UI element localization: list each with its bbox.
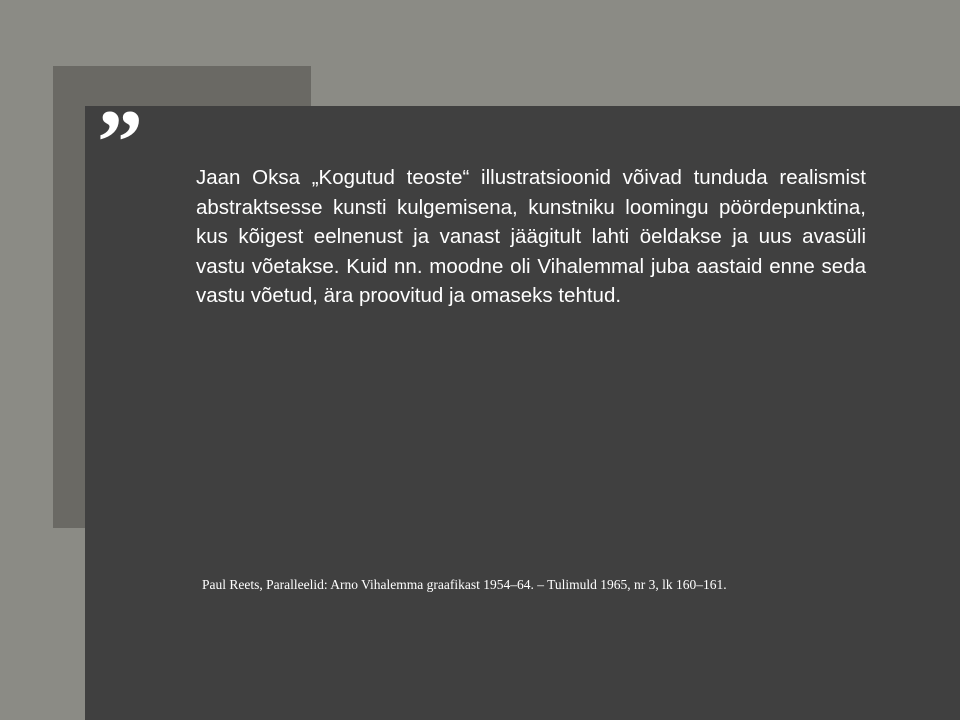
- quote-mark-icon: ”: [97, 91, 139, 193]
- citation-text: Paul Reets, Paralleelid: Arno Vihalemma graafikast 1954–64. – Tulimuld 1965, nr 3, lk 160–161.: [202, 577, 727, 592]
- quote-text: Jaan Oksa „Kogutud teoste“ illustratsioonid võivad tunduda realismist abstraktsesse kunsti kulgemisena, kunstniku loomingu pöördepunktina, kus kõigest eelnenust ja vanast jäägitult lahti öeldakse ja uus avasüli vastu võetakse. Kuid nn. moodne oli Vihalemmal juba aastaid enne seda vastu võetud, ära proovitud ja omaseks tehtud.: [196, 166, 866, 308]
